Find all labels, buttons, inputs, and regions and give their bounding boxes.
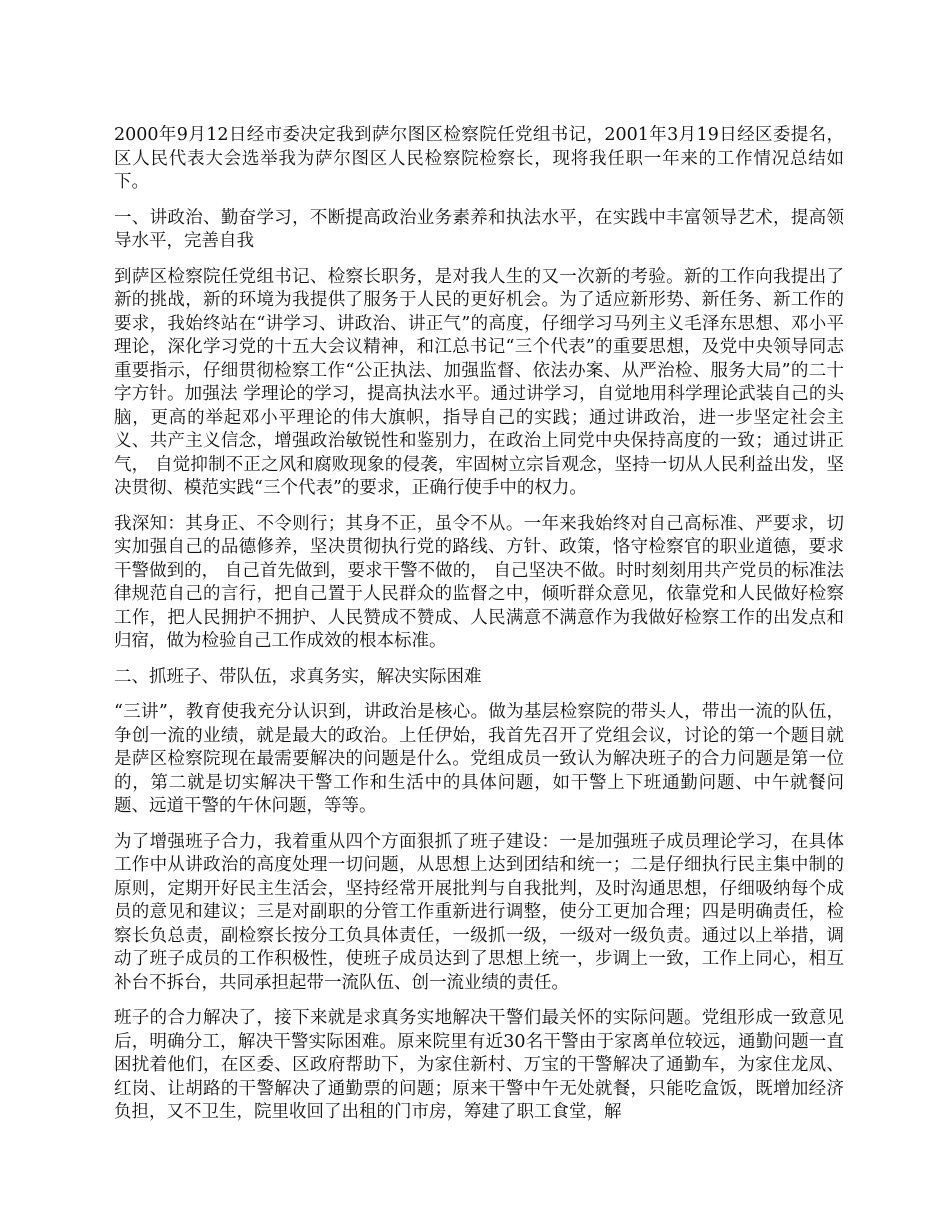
intro-paragraph: 2000年9月12日经市委决定我到萨尔图区检察院任党组书记，2001年3月19日经区委提名，区人民代表大会选举我为萨尔图区人民检察院检察长，现将我任职一年来的工作情况总结如下。 — [114, 125, 844, 192]
body-paragraph: 班子的合力解决了，接下来就是求真务实地解决干警们最关怀的实际问题。党组形成一致意见后，明确分工，解决干警实际困难。原来院里有近30名干警由于家离单位较远，通勤问题一直困扰着他们，在区委、区政府帮助下，为家住新村、万宝的干警解决了通勤车，为家住龙凤、红岗、让胡路的干警解决了通勤票的问题；原来干警中午无处就餐，只能吃盒饭，既增加经济负担，又不卫生，院里收回了出租的门市房，筹建了职工食堂，解 — [114, 1008, 844, 1122]
body-paragraph: 到萨区检察院任党组书记、检察长职务，是对我人生的又一次新的考验。新的工作向我提出了新的挑战，新的环境为我提供了服务于人民的更好机会。为了适应新形势、新任务、新工作的要求，我始终站在“讲学习、讲政治、讲正气”的高度，仔细学习马列主义毛泽东思想、邓小平理论，深化学习党的十五大会议精神，和江总书记“三个代表”的重要思想，及党中央领导同志重要指示，仔细贯彻检察工作“公正执法、加强监督、依法办案、从严治检、服务大局”的二十字方针。加强法 学理论的学习，提高执法水平。通过讲学习，自觉地用科学理论武装自己的头脑，更高的举起邓小平理论的伟大旗帜，指导自己的实践；通过讲政治，进一步坚定社会主义、共产主义信念，增强政治敏锐性和鉴别力，在政治上同党中央保持高度的一致；通过讲正气， 自觉抑制不正之风和腐败现象的侵袭，牢固树立宗旨观念，坚持一切从人民利益出发，坚决贯彻、模范实践“三个代表”的要求，正确行使手中的权力。 — [114, 266, 844, 498]
body-paragraph: 为了增强班子合力，我着重从四个方面狠抓了班子建设：一是加强班子成员理论学习，在具体工作中从讲政治的高度处理一切问题，从思想上达到团结和统一；二是仔细执行民主集中制的原则，定期开好民主生活会，坚持经常开展批判与自我批判，及时沟通思想，仔细吸纳每个成员的意见和建议；三是对副职的分管工作重新进行调整，使分工更加合理；四是明确责任，检察长负总责，副检察长按分工负具体责任，一级抓一级，一级对一级负责。通过以上举措，调动了班子成员的工作积极性，使班子成员达到了思想上统一，步调上一致，工作上同心，相互补台不拆台，共同承担起带一流队伍、创一流业绩的责任。 — [114, 831, 844, 993]
body-paragraph: “三讲”，教育使我充分认识到，讲政治是核心。做为基层检察院的带头人，带出一流的队伍，争创一流的业绩，就是最大的政治。上任伊始，我首先召开了党组会议，讨论的第一个题目就是萨区检察院现在最需要解决的问题是什么。党组成员一致认为解决班子的合力问题是第一位的，第二就是切实解决干警工作和生活中的具体问题，如干警上下班通勤问题、中午就餐问题、远道干警的午休问题，等等。 — [114, 702, 844, 816]
section-heading-1: 一、讲政治、勤奋学习，不断提高政治业务素养和执法水平，在实践中丰富领导艺术，提高领导水平，完善自我 — [114, 207, 844, 251]
document-body — [114, 124, 844, 1137]
section-heading-2: 二、抓班子、带队伍，求真务实，解决实际困难 — [114, 666, 482, 687]
body-paragraph: 我深知：其身正、不令则行；其身不正，虽令不从。一年来我始终对自己高标准、严要求，切实加强自己的品德修养，坚决贯彻执行党的路线、方针、政策，恪守检察官的职业道德，要求干警做到的， 自己首先做到，要求干警不做的， 自己坚决不做。时时刻刻用共产党员的标准法律规范自己的言行，把自己置于人民群众的监督之中，倾听群众意见，依靠党和人民做好检察工作，把人民拥护不拥护、人民赞成不赞成、人民满意不满意作为我做好检察工作的出发点和归宿，做为检验自己工作成效的根本标准。 — [114, 513, 844, 651]
